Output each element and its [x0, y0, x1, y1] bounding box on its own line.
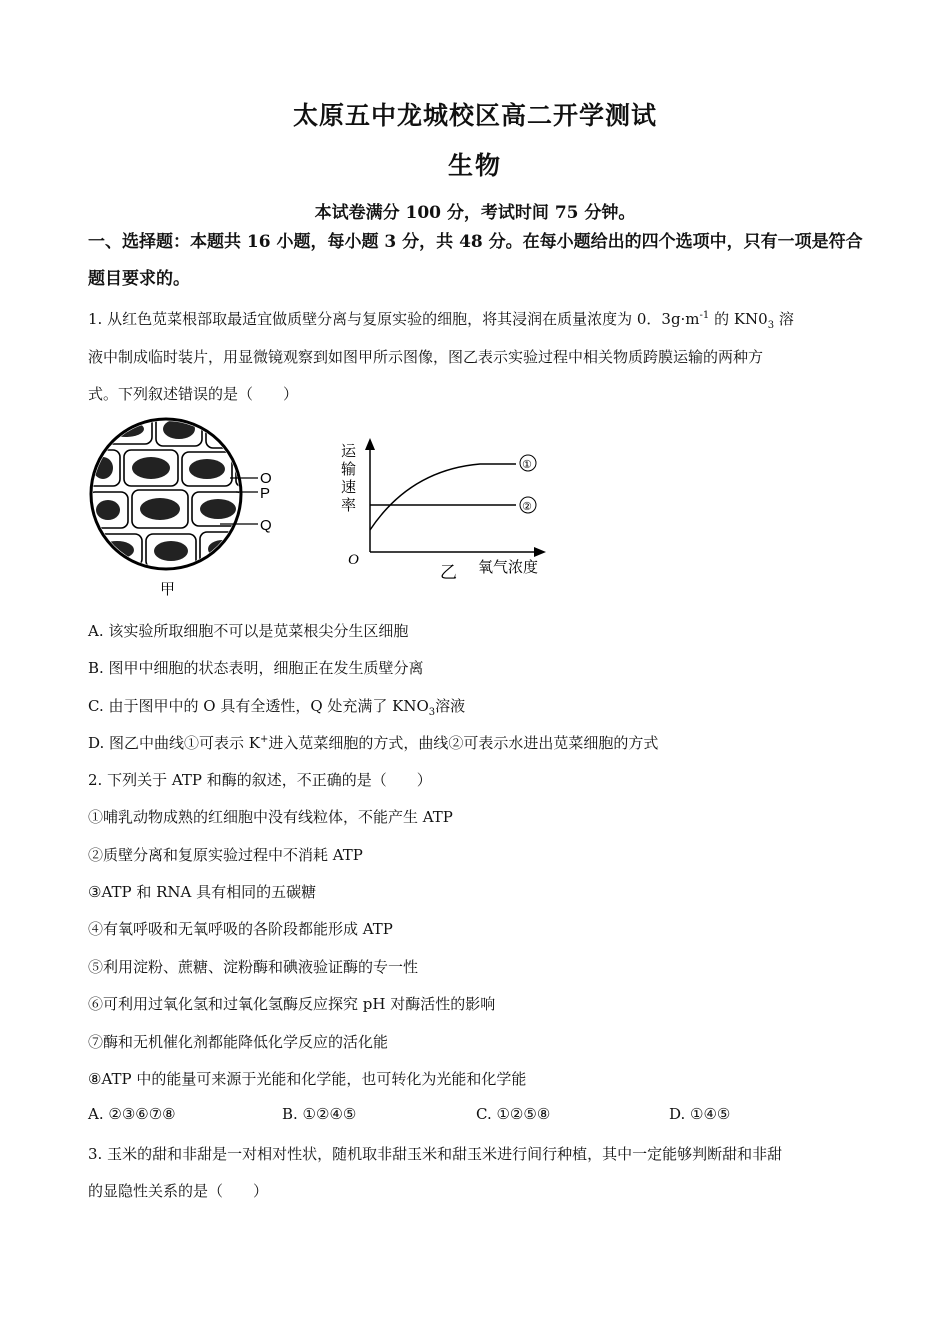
q3-stem-line2: 的显隐性关系的是（ ）: [88, 1182, 269, 1200]
q1-stem-part-b: 的 KN0: [709, 310, 768, 328]
q2-item-4: ④有氧呼吸和无氧呼吸的各阶段都能形成 ATP: [88, 920, 393, 938]
q2-item-3: ③ATP 和 RNA 具有相同的五碳糖: [88, 883, 317, 901]
q2-option-b: B. ①②④⑤: [282, 1105, 357, 1123]
caption-yi: 乙: [440, 563, 457, 583]
y-label-char-3: 速: [341, 478, 357, 496]
q2-item-8: ⑧ATP 中的能量可来源于光能和化学能，也可转化为光能和化学能: [88, 1070, 527, 1088]
q2-option-c: C. ①②⑤⑧: [476, 1105, 551, 1123]
rate-graph-yi: [365, 438, 546, 557]
q1-stem-line1: [88, 308, 794, 331]
q1-option-d: [88, 732, 658, 753]
q2-stem: 2. 下列关于 ATP 和酶的叙述，不正确的是（ ）: [88, 771, 432, 789]
exam-subject: 生物: [447, 151, 502, 180]
q1-option-c: [88, 695, 465, 718]
curve-2-label: ②: [522, 500, 532, 513]
q1-stem-sup: -1: [699, 310, 710, 321]
q1-stem-line2: 液中制成临时装片，用显微镜观察到如图甲所示图像，图乙表示实验过程中相关物质跨膜运输的两种方: [88, 348, 764, 366]
caption-jia: 甲: [160, 580, 176, 598]
q2-option-d: D. ①④⑤: [669, 1105, 731, 1123]
y-label-char-2: 输: [341, 460, 357, 478]
q1-option-a: A. 该实验所取细胞不可以是苋菜根尖分生区细胞: [88, 622, 409, 640]
exam-note: 本试卷满分 100 分，考试时间 75 分钟。: [314, 203, 636, 223]
y-label-char-4: 率: [341, 496, 357, 514]
section-heading: 一、选择题：本题共 16 小题，每小题 3 分，共 48 分。在每小题给出的四个选项中，只有一项是符合题目要求的。: [88, 232, 863, 289]
q3-stem-line1: 3. 玉米的甜和非甜是一对相对性状，随机取非甜玉米和甜玉米进行间行种植，其中一定能够判断甜和非甜: [88, 1145, 783, 1163]
q1-figure-svg: [80, 412, 560, 602]
q2-item-5: ⑤利用淀粉、蔗糖、淀粉酶和碘液验证酶的专一性: [88, 958, 419, 976]
y-label-char-1: 运: [341, 442, 357, 460]
q1-option-d-part-b: 进入苋菜细胞的方式，曲线②可表示水进出苋菜细胞的方式: [268, 734, 659, 752]
x-axis-label: 氧气浓度: [478, 558, 539, 576]
q1-stem-sub: 3: [767, 320, 775, 331]
q1-option-d-sup: +: [260, 734, 269, 745]
origin-label: O: [348, 552, 359, 568]
q1-option-c-part-b: 溶液: [435, 697, 466, 715]
exam-title: 太原五中龙城校区高二开学测试: [292, 101, 657, 130]
label-o: O: [260, 470, 272, 487]
q1-option-b: B. 图甲中细胞的状态表明，细胞正在发生质壁分离: [88, 659, 424, 677]
label-q: Q: [260, 517, 272, 534]
q1-stem-part-c: 溶: [774, 310, 794, 328]
curve-1-label: ①: [522, 458, 532, 471]
q1-figure: [80, 412, 560, 602]
q2-item-6: ⑥可利用过氧化氢和过氧化氢酶反应探究 pH 对酶活性的影响: [88, 995, 496, 1013]
cell-diagram-jia: [86, 412, 258, 569]
q2-item-1: ①哺乳动物成熟的红细胞中没有线粒体，不能产生 ATP: [88, 808, 453, 826]
label-p: P: [260, 485, 271, 502]
q1-stem-line3: 式。下列叙述错误的是（ ）: [88, 385, 299, 403]
q2-item-7: ⑦酶和无机催化剂都能降低化学反应的活化能: [88, 1033, 389, 1051]
q2-option-a: A. ②③⑥⑦⑧: [88, 1105, 176, 1123]
q1-option-d-part-a: D. 图乙中曲线①可表示 K: [88, 734, 261, 752]
q1-stem-part-a: 1. 从红色苋菜根部取最适宜做质壁分离与复原实验的细胞，将其浸润在质量浓度为 0．3g·m: [88, 310, 700, 328]
q1-option-c-sub: 3: [428, 707, 436, 718]
q2-item-2: ②质壁分离和复原实验过程中不消耗 ATP: [88, 846, 363, 864]
q1-option-c-part-a: C. 由于图甲中的 O 具有全透性，Q 处充满了 KNO: [88, 697, 429, 715]
curve-1: [370, 464, 516, 530]
